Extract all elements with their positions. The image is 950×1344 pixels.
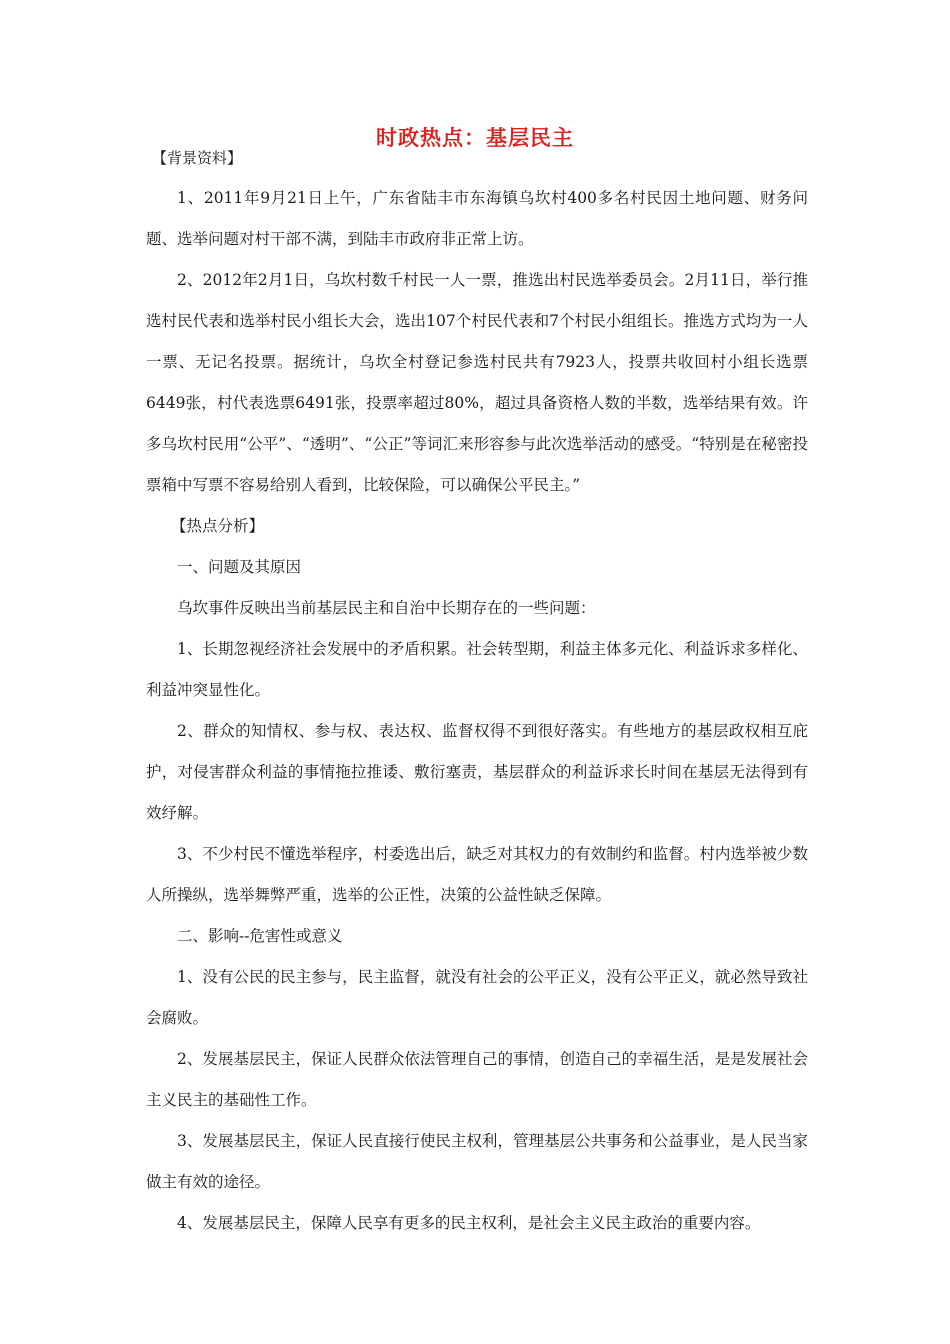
document-body bbox=[146, 148, 808, 1244]
section-1-intro: 乌坎事件反映出当前基层民主和自治中长期存在的一些问题： bbox=[177, 599, 596, 617]
section-2-item-1: 1、没有公民的民主参与，民主监督，就没有社会的公平正义，没有公平正义，就必然导致社会腐败。 bbox=[146, 968, 808, 1027]
page-title: 时政热点：基层民主 bbox=[376, 126, 574, 150]
section-1-item-3: 3、不少村民不懂选举程序，村委选出后，缺乏对其权力的有效制约和监督。村内选举被少数人所操纵，选举舞弊严重，选举的公正性，决策的公益性缺乏保障。 bbox=[146, 845, 808, 904]
section-2-item-3: 3、发展基层民主，保证人民直接行使民主权利，管理基层公共事务和公益事业，是人民当家做主有效的途径。 bbox=[146, 1132, 808, 1191]
section-2-item-2: 2、发展基层民主，保证人民群众依法管理自己的事情，创造自己的幸福生活，是是发展社会主义民主的基础性工作。 bbox=[146, 1050, 808, 1109]
background-heading: 【背景资料】 bbox=[152, 149, 243, 167]
section-1-title: 一、问题及其原因 bbox=[177, 558, 302, 576]
background-paragraph-2: 2、2012年2月1日，乌坎村数千村民一人一票，推选出村民选举委员会。2月11日，举行推选村民代表和选举村民小组长大会，选出107个村民代表和7个村民小组组长。推选方式均为一人一票、无记名投票。据统计，乌坎全村登记参选村民共有7923人，投票共收回村小组长选票6449张，村代表选票6491张，投票率超过80%，超过具备资格人数的半数，选举结果有效。许多乌坎村民用“公平”、“透明”、“公正”等词汇来形容参与此次选举活动的感受。“特别是在秘密投票箱中写票不容易给别人看到，比较保险，可以确保公平民主。” bbox=[146, 271, 808, 494]
analysis-heading: 【热点分析】 bbox=[171, 517, 265, 535]
background-paragraph-1: 1、2011年9月21日上午，广东省陆丰市东海镇乌坎村400多名村民因土地问题、财务问题、选举问题对村干部不满，到陆丰市政府非正常上访。 bbox=[146, 189, 808, 248]
section-1-item-2: 2、群众的知情权、参与权、表达权、监督权得不到很好落实。有些地方的基层政权相互庇护，对侵害群众利益的事情拖拉推诿、敷衍塞责，基层群众的利益诉求长时间在基层无法得到有效纾解。 bbox=[146, 722, 808, 822]
section-1-item-1: 1、长期忽视经济社会发展中的矛盾积累。社会转型期，利益主体多元化、利益诉求多样化、利益冲突显性化。 bbox=[146, 640, 808, 699]
section-2-title: 二、影响--危害性或意义 bbox=[177, 927, 343, 945]
section-2-item-4: 4、发展基层民主，保障人民享有更多的民主权利，是社会主义民主政治的重要内容。 bbox=[177, 1214, 761, 1232]
